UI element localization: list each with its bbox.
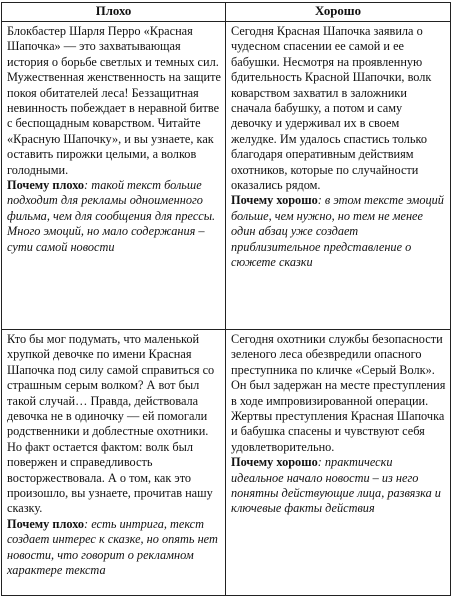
note-label: Почему хорошо [231, 455, 318, 470]
note-text: : в этом тексте эмоций больше, чем нужно, но тем не менее один абзац уже создает приблизительное представление о сюжете сказки [231, 193, 444, 270]
note-text: : практически идеальное начало новости – из него понятны действующие лица, развязка и ключевые факты действия [231, 455, 441, 516]
cell-bad-1 [2, 22, 226, 330]
comparison-table [1, 2, 451, 596]
cell-text: Блокбастер Шарля Перро «Красная Шапочка» — это захватывающая история о борьбе светлых и темных сил. Мужественная женственность на защите покоя обитателей леса! Беззащитная невинность побеждает в неравной битве с беспощадным коварством. Читайте «Красную Шапочку», и вы узнаете, как оставить пирожки целыми, а волков голодными. [7, 24, 221, 177]
header-row [2, 3, 451, 22]
table-row [2, 330, 451, 596]
note-label: Почему хорошо [231, 193, 318, 208]
note-label: Почему плохо [7, 178, 85, 193]
table-row [2, 22, 451, 330]
cell-text: Сегодня охотники службы безопасности зеленого леса обезвредили опасного преступника по кличке «Серый Волк». Он был задержан на месте преступления в ходе импровизированной операции. Жертвы преступления Красная Шапочка и бабушка спасены и чувствуют себя удовлетворительно. [231, 332, 446, 454]
header-bad: Плохо [2, 3, 226, 22]
note-text: : есть интрига, текст создает интерес к сказке, но опять нет новости, что говорит о рекламном характере текста [7, 516, 218, 578]
header-good: Хорошо [226, 3, 451, 22]
cell-text: Сегодня Красная Шапочка заявила о чудесном спасении ее самой и ее бабушки. Несмотря на проявленную бдительность Красной Шапочки, волк коварством захватил в заложники сначала бабушку, а потом и саму девочку и удерживал их в своем желудке. Им удалось спастись только благодаря оперативным действиям охотников, которые по случайности оказались рядом. [231, 24, 432, 193]
note-label: Почему плохо [7, 516, 85, 531]
cell-good-1 [226, 22, 451, 330]
note-text: : такой текст больше подходит для рекламы одноименного фильма, чем для сообщения для прессы. Много эмоций, но мало содержания – сути самой новости [7, 178, 216, 254]
cell-good-2 [226, 330, 451, 596]
cell-text: Кто бы мог подумать, что маленькой хрупкой девочке по имени Красная Шапочка под силу самой справиться со страшным серым волком? А вот был такой случай… Правда, действовала девочка не в одиночку — ей помогали родственники и доблестные охотники. Но факт остается фактом: волк был повержен и справедливость восторжествовала. А о том, как это произошло, вы узнаете, прочитав нашу сказку. [7, 332, 215, 516]
cell-bad-2 [2, 330, 226, 596]
